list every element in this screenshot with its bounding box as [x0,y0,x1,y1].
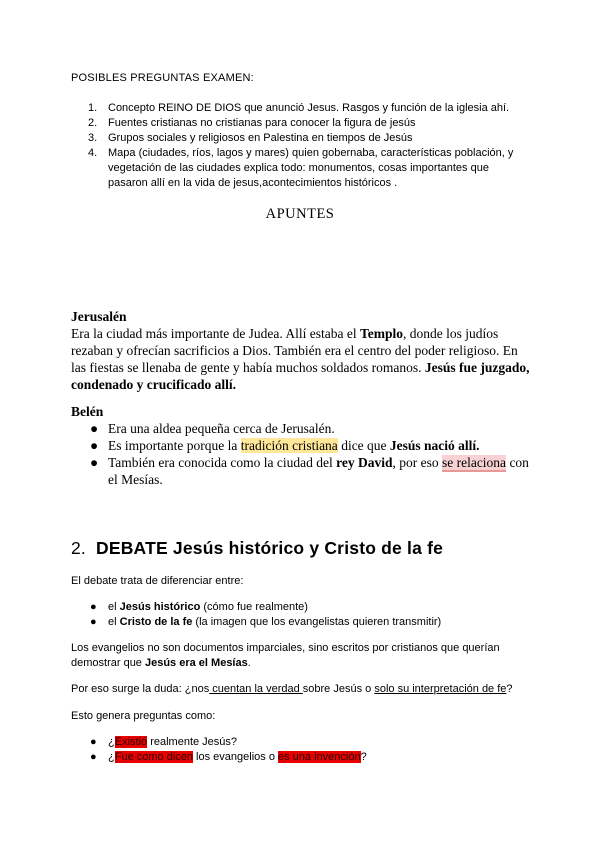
list-item: ● Era una aldea pequeña cerca de Jerusalén. [90,421,335,436]
belen-section [71,403,531,488]
exam-question-list [88,101,528,191]
red-highlight: es una invención [278,751,361,763]
list-item: ● ¿Existió realmente Jesús? [90,736,238,748]
exam-heading: POSIBLES PREGUNTAS EXAMEN: [71,72,254,84]
debate-intro: El debate trata de diferenciar entre: [71,575,244,587]
list-item: 3. Grupos sociales y religiosos en Palestina en tiempos de Jesús [88,132,413,144]
debate-genera: Esto genera preguntas como: [71,710,216,722]
jerusalen-section [71,308,531,393]
list-item: 2. Fuentes cristianas no cristianas para conocer la figura de jesús [88,117,416,129]
debate-questions [71,735,541,765]
debate-paragraph: Los evangelios no son documentos imparciales, sino escritos por cristianos que querían demostrar que Jesús era el Mesías. [71,642,500,669]
list-item: ● el Jesús histórico (cómo fue realmente) [90,601,308,613]
list-item: ● el Cristo de la fe (la imagen que los evangelistas quieren transmitir) [90,616,442,628]
red-highlight: Existió [114,736,148,748]
list-item: 1. Concepto REINO DE DIOS que anunció Jesus. Rasgos y función de la iglesia ahí. [88,102,510,114]
belen-bullets [71,420,531,488]
jerusalen-title: Jerusalén [71,309,127,324]
apuntes-title: APUNTES [265,206,335,222]
debate-bullets [71,600,541,630]
list-item: ● También era conocida como la ciudad del rey David, por eso se relaciona con el Mesías. [90,455,529,487]
belen-title: Belén [71,404,104,419]
comment-highlight: se relaciona [441,455,507,470]
list-item: 4. Mapa (ciudades, ríos, lagos y mares) quien gobernaba, características población, y vegetación de las ciudades explica todo: monumentos, cosas importantes que pasaron allí en la vida de jesus,acontecimientos históricos . [88,147,514,189]
debate-question: Por eso surge la duda: ¿nos cuentan la verdad sobre Jesús o solo su interpretación de fe? [71,683,513,695]
list-item: ● Es importante porque la tradición cristiana dice que Jesús nació allí. [90,438,480,453]
jerusalen-paragraph: Era la ciudad más importante de Judea. Allí estaba el Templo, donde los judíos rezaban y ofrecían sacrificios a Dios. También era el centro del poder religioso. En las fiestas se llenaba de gente y había muchos soldados romanos. Jesús fue juzgado, condenado y crucificado allí. [71,326,530,392]
debate-title: 2. DEBATE Jesús histórico y Cristo de la fe [71,538,444,558]
list-item: ● ¿Fue como dicen los evangelios o es una invención? [90,751,367,763]
red-highlight: Fue como dicen [114,751,193,763]
highlight: tradición cristiana [240,438,338,453]
